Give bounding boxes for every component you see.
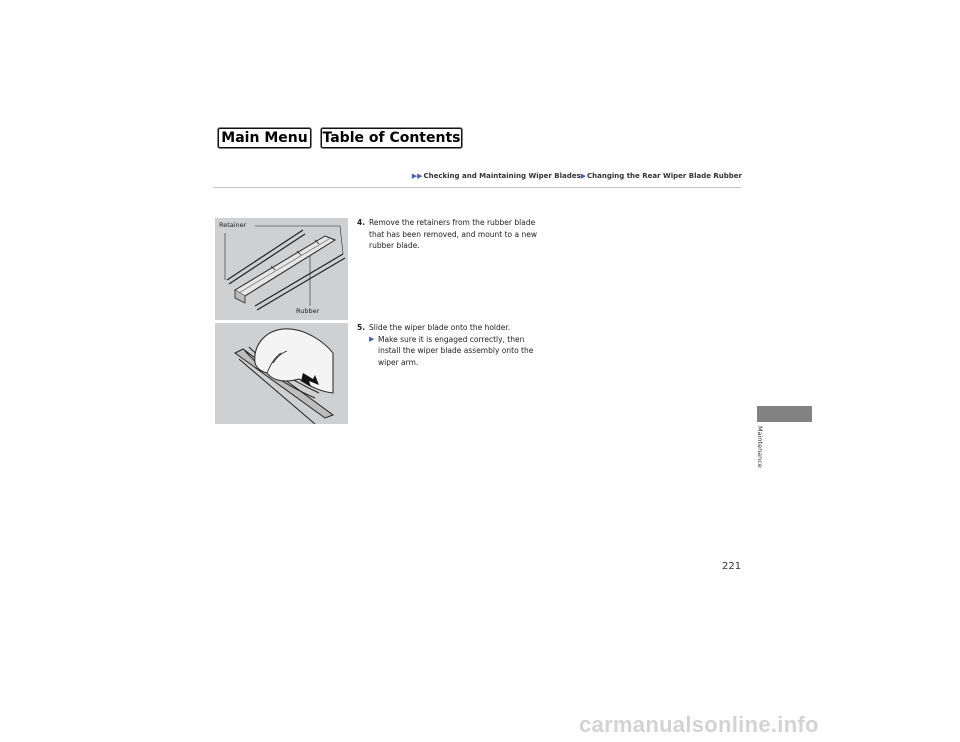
- step-number: 5.: [357, 323, 366, 332]
- breadcrumb: [412, 172, 742, 180]
- retainer-label: Retainer: [219, 221, 247, 229]
- step-note: [357, 334, 542, 369]
- page-number: 221: [722, 561, 742, 572]
- step-number: 4.: [357, 218, 366, 227]
- note-arrow-icon: ▶: [369, 334, 375, 343]
- watermark: carmanualsonline.info: [579, 712, 819, 737]
- breadcrumb-item[interactable]: Changing the Rear Wiper Blade Rubber: [587, 172, 742, 180]
- slide-wiper-blade-illustration: [215, 323, 348, 424]
- header-divider: [213, 187, 741, 188]
- step-note-text: Make sure it is engaged correctly, then install the wiper blade assembly onto the wiper arm.: [378, 334, 534, 367]
- breadcrumb-arrow-icon: ▶: [580, 172, 587, 180]
- step-5: [357, 322, 542, 368]
- retainer-rubber-illustration: [215, 218, 348, 320]
- step-4: [357, 217, 542, 252]
- rubber-label: Rubber: [296, 307, 320, 315]
- main-menu-button[interactable]: Main Menu: [218, 128, 311, 148]
- table-of-contents-button[interactable]: Table of Contents: [322, 130, 461, 146]
- breadcrumb-arrow-icon: ▶▶: [411, 172, 423, 180]
- section-tab-label: Maintenance: [756, 426, 764, 468]
- step-text: Slide the wiper blade onto the holder.: [369, 323, 511, 332]
- step-text: Remove the retainers from the rubber blade that has been removed, and mount to a new rubber blade.: [369, 218, 538, 250]
- breadcrumb-item[interactable]: Checking and Maintaining Wiper Blades: [423, 172, 581, 180]
- section-tab: [757, 406, 812, 422]
